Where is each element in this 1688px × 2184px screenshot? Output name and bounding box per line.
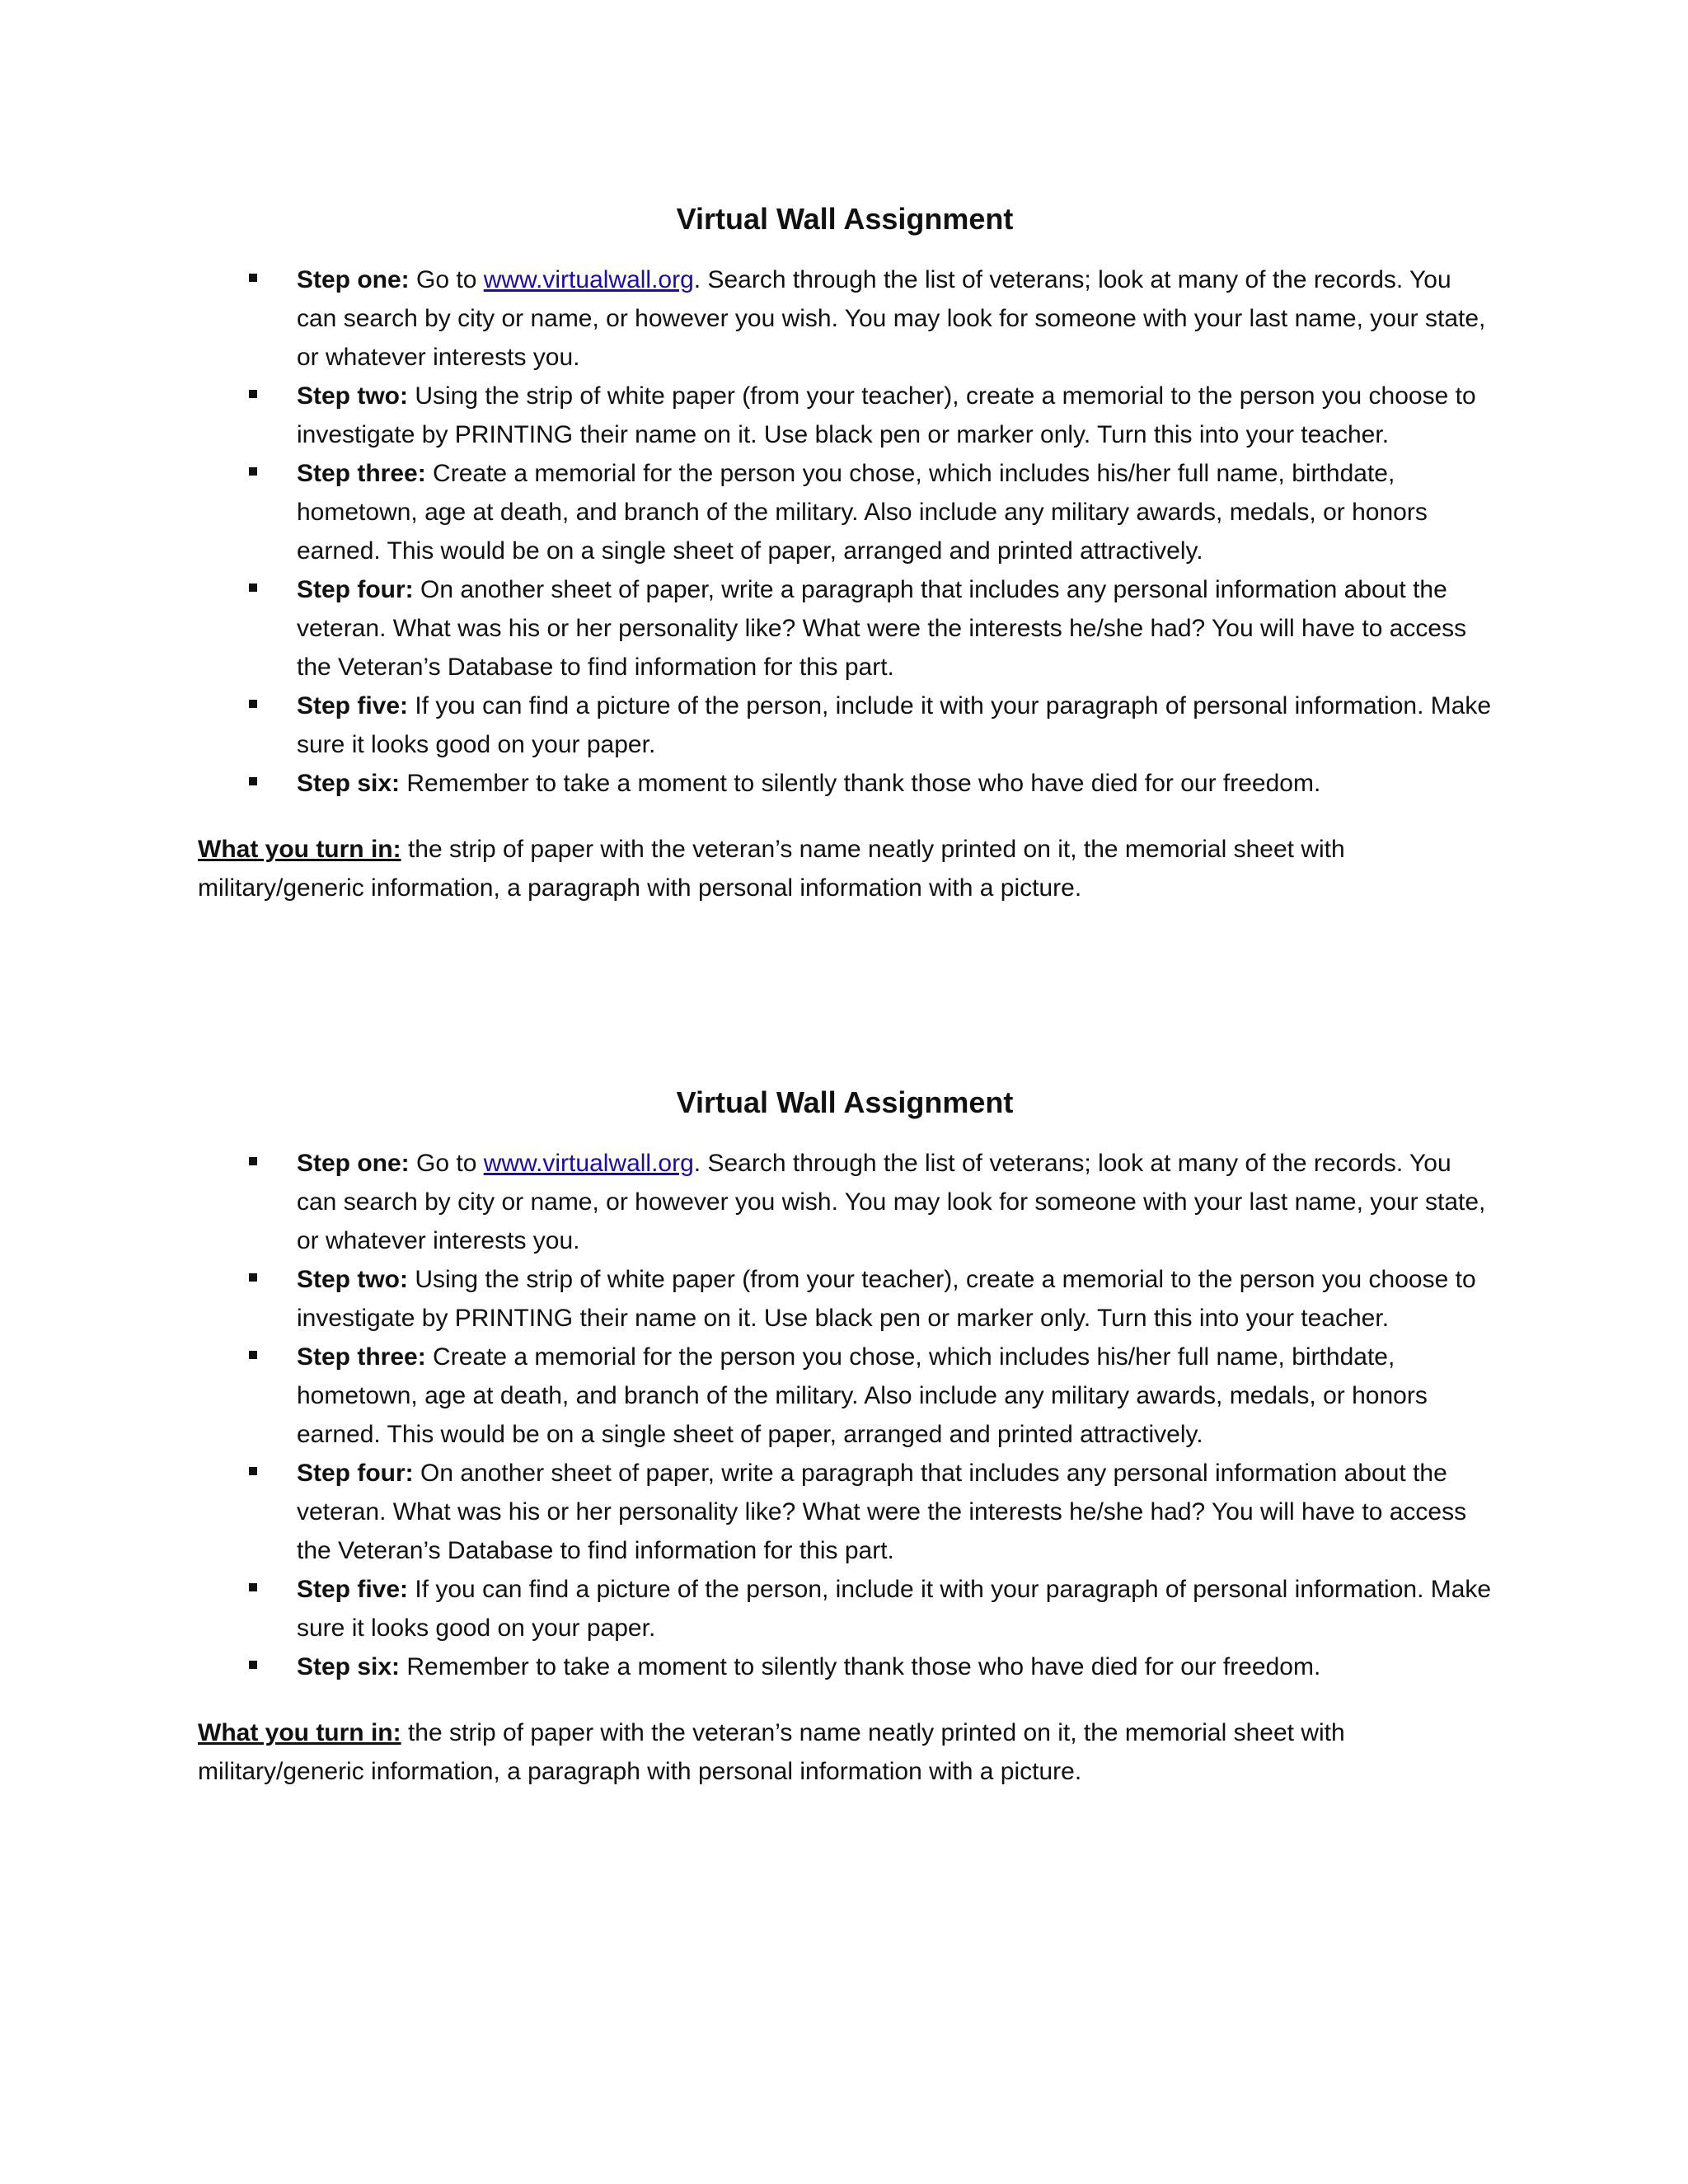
square-bullet-icon — [249, 1661, 257, 1669]
square-bullet-icon — [249, 1583, 257, 1591]
step-item-three — [297, 1338, 1492, 1454]
step-item-five — [297, 687, 1492, 764]
step-text: . Search through the list of veterans; look at many of the records. You can search by city or name, or however you wish. You may look for someone with your last name, your state, or whatever interests you. — [297, 1150, 1486, 1254]
step-label: Step four: — [297, 576, 414, 603]
step-item-four — [297, 570, 1492, 687]
section-title: Virtual Wall Assignment — [676, 1085, 1014, 1119]
step-text: On another sheet of paper, write a paragraph that includes any personal information about the veteran. What was his or her personality like? What were the interests he/she had? You will have to access the Veteran’s Database to find information for this part. — [297, 1460, 1467, 1564]
step-label: Step two: — [297, 382, 408, 410]
step-item-one — [297, 260, 1492, 377]
step-label: Step three: — [297, 460, 426, 487]
section-title: Virtual Wall Assignment — [676, 202, 1014, 236]
step-text: Remember to take a moment to silently thank those who have died for our freedom. — [400, 1653, 1321, 1680]
steps-list — [198, 260, 1492, 803]
step-label: Step one: — [297, 1150, 410, 1177]
turn-in-label: What you turn in: — [198, 836, 401, 863]
step-text: Using the strip of white paper (from your teacher), create a memorial to the person you choose to investigate by PRINTING their name on it. Use black pen or marker only. Turn this into your teacher. — [297, 382, 1476, 448]
step-text: If you can find a picture of the person, include it with your paragraph of personal information. Make sure it looks good on your paper. — [297, 1576, 1492, 1642]
steps-list — [198, 1144, 1492, 1686]
square-bullet-icon — [249, 700, 257, 708]
turn-in-text: the strip of paper with the veteran’s name neatly printed on it, the memorial sheet with military/generic information, a paragraph with personal information with a picture. — [198, 1719, 1345, 1785]
step-item-three — [297, 454, 1492, 570]
square-bullet-icon — [249, 1351, 257, 1359]
turn-in-paragraph — [198, 1713, 1492, 1791]
step-item-six — [297, 1647, 1492, 1686]
step-label: Step two: — [297, 1266, 408, 1293]
step-item-six — [297, 764, 1492, 803]
step-text: Using the strip of white paper (from your teacher), create a memorial to the person you choose to investigate by PRINTING their name on it. Use black pen or marker only. Turn this into your teacher. — [297, 1266, 1476, 1332]
turn-in-paragraph — [198, 830, 1492, 907]
step-item-five — [297, 1570, 1492, 1647]
step-text: Create a memorial for the person you chose, which includes his/her full name, birthdate, hometown, age at death, and branch of the military. Also include any military awards, medals, or honors earned. This would be on a single sheet of paper, arranged and printed attractively. — [297, 1343, 1428, 1448]
step-text: Go to — [409, 266, 484, 293]
virtualwall-link[interactable]: www.virtualwall.org — [483, 1150, 694, 1177]
square-bullet-icon — [249, 390, 257, 398]
step-item-two — [297, 377, 1492, 454]
virtualwall-link[interactable]: www.virtualwall.org — [483, 266, 694, 293]
step-item-two — [297, 1260, 1492, 1338]
square-bullet-icon — [249, 1273, 257, 1282]
turn-in-label: What you turn in: — [198, 1719, 401, 1746]
step-text: Remember to take a moment to silently thank those who have died for our freedom. — [400, 770, 1321, 797]
step-text: On another sheet of paper, write a paragraph that includes any personal information about the veteran. What was his or her personality like? What were the interests he/she had? You will have to access the Veteran’s Database to find information for this part. — [297, 576, 1467, 681]
step-item-four — [297, 1454, 1492, 1570]
step-label: Step six: — [297, 1653, 401, 1680]
step-label: Step five: — [297, 692, 409, 719]
step-label: Step three: — [297, 1343, 426, 1371]
step-text: . Search through the list of veterans; look at many of the records. You can search by city or name, or however you wish. You may look for someone with your last name, your state, or whatever interests you. — [297, 266, 1486, 371]
step-item-one — [297, 1144, 1492, 1260]
square-bullet-icon — [249, 1467, 257, 1475]
step-text: Create a memorial for the person you chose, which includes his/her full name, birthdate, hometown, age at death, and branch of the military. Also include any military awards, medals, or honors earned. This would be on a single sheet of paper, arranged and printed attractively. — [297, 460, 1428, 565]
square-bullet-icon — [249, 1157, 257, 1165]
step-text: If you can find a picture of the person, include it with your paragraph of personal information. Make sure it looks good on your paper. — [297, 692, 1492, 758]
step-label: Step one: — [297, 266, 410, 293]
step-label: Step four: — [297, 1460, 414, 1487]
square-bullet-icon — [249, 274, 257, 282]
assignment-section-1 — [198, 196, 1492, 907]
turn-in-text: the strip of paper with the veteran’s name neatly printed on it, the memorial sheet with military/generic information, a paragraph with personal information with a picture. — [198, 836, 1345, 902]
square-bullet-icon — [249, 583, 257, 592]
square-bullet-icon — [249, 777, 257, 785]
square-bullet-icon — [249, 467, 257, 476]
step-label: Step five: — [297, 1576, 409, 1603]
step-text: Go to — [409, 1150, 484, 1177]
step-label: Step six: — [297, 770, 401, 797]
assignment-section-2 — [198, 1080, 1492, 1791]
